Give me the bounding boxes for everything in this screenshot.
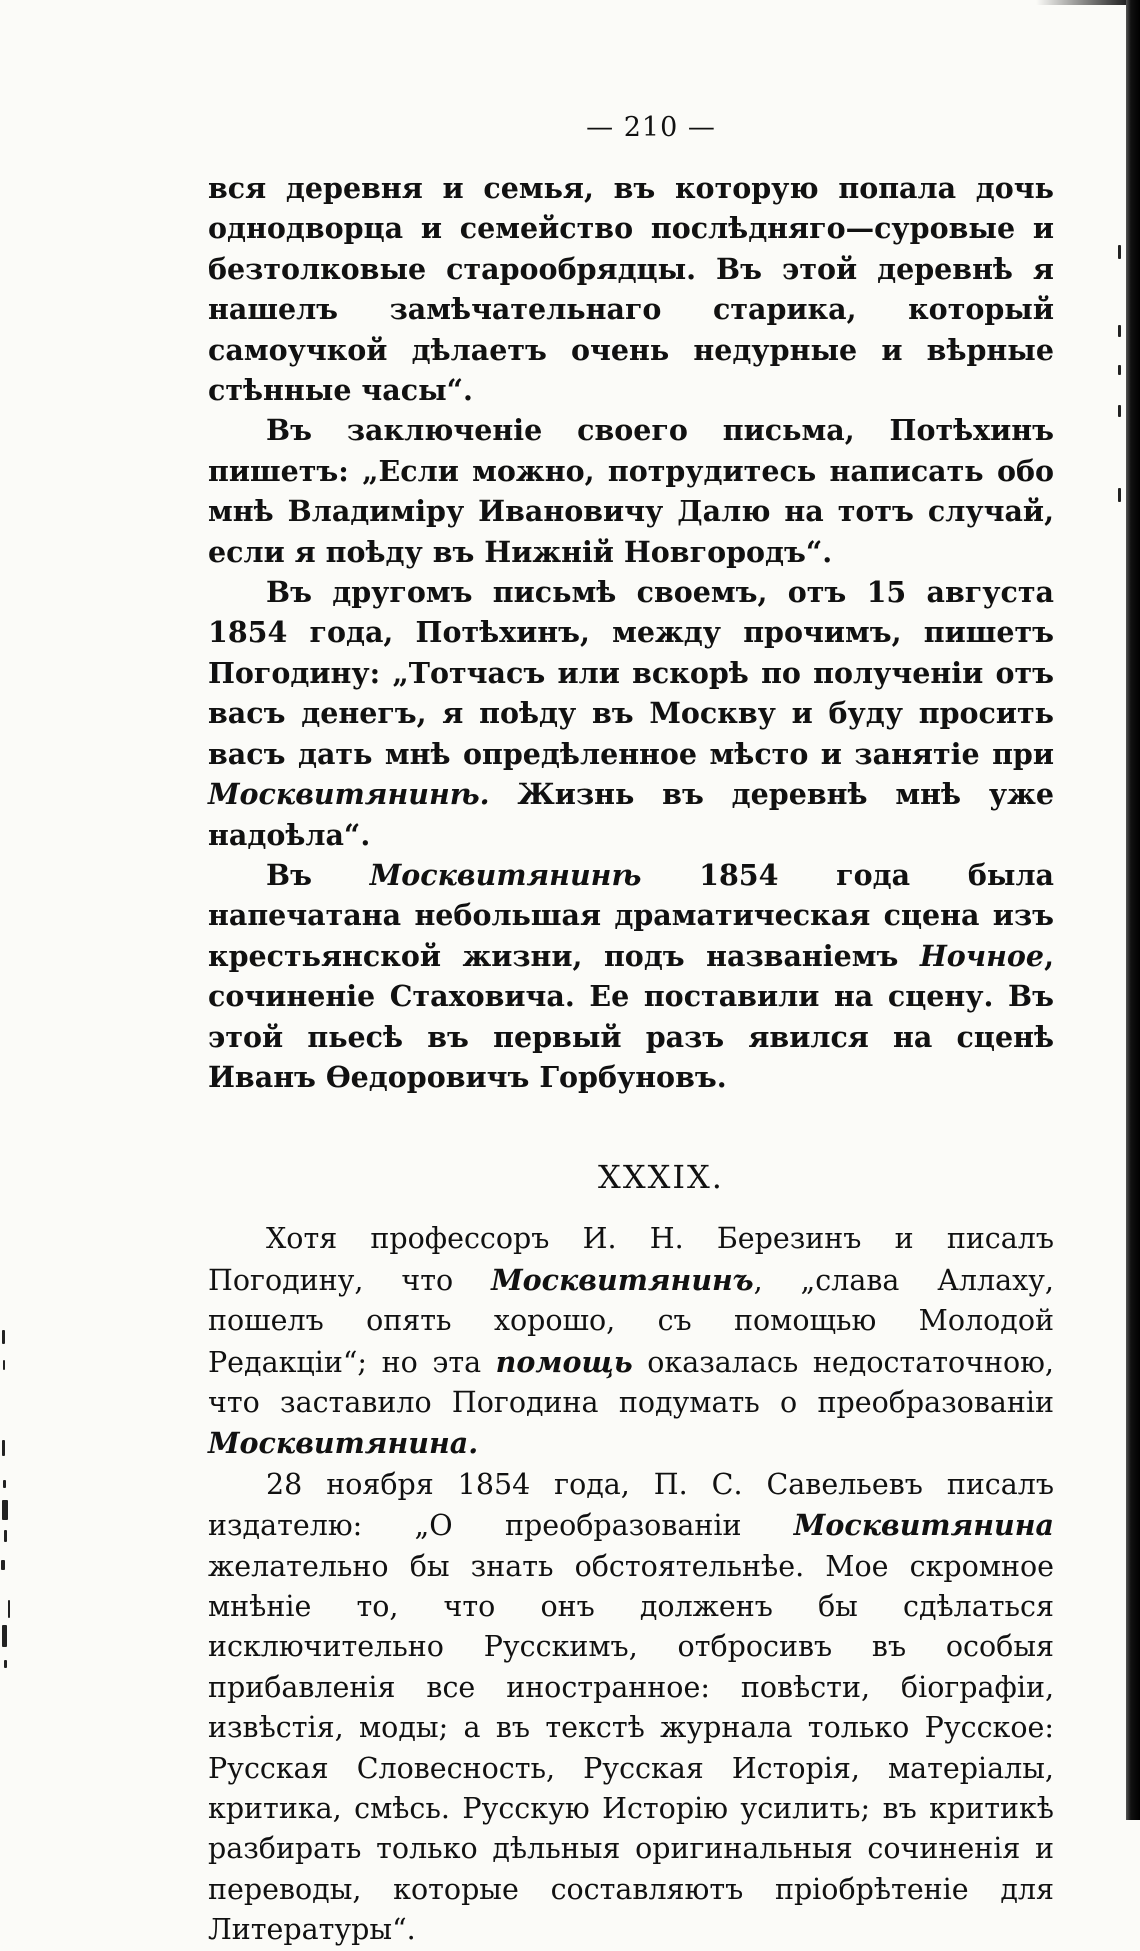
paragraph: вся деревня и семья, въ которую попала дочь однодворца и семейство послѣдняго—суровые и безтолковые старообрядцы. Въ этой деревнѣ я нашелъ замѣчательнаго старика, который самоучкой дѣлаетъ очень недурные и вѣрные стѣнные часы“. — [208, 171, 1054, 408]
paragraph — [208, 855, 1054, 1097]
italic-title: Москвитянина — [793, 1508, 1054, 1543]
text-run: Хотя профессоръ И. Н. Березинъ и писалъ Погодину, что — [208, 1222, 1054, 1297]
scan-speck — [1118, 245, 1121, 259]
section-continuation — [208, 168, 1054, 1097]
page-number: — 210 — — [586, 112, 716, 143]
text-run: Въ другомъ письмѣ своемъ, отъ 15 августа 1854 года, Потѣхинъ, между прочимъ, пишетъ Погодину: „Тотчасъ или вскорѣ по полученіи отъ васъ денегъ, я поѣду въ Москву и буду просить васъ дать мнѣ опредѣленное мѣсто и занятіе при — [208, 575, 1054, 771]
paragraph — [208, 1219, 1054, 1464]
scan-speck — [1118, 325, 1121, 337]
italic-title: Москвитянина. — [208, 1426, 479, 1461]
page-text — [208, 108, 1054, 1951]
text-run: , „слава Аллаху, пошелъ опять хорошо, съ помощью Молодой Редакціи“; но эта — [208, 1263, 1054, 1379]
page-top-shadow — [1036, 0, 1126, 5]
text-run: 28 ноября 1854 года, П. С. Савельевъ писалъ издателю: „О преобразованіи — [208, 1467, 1054, 1543]
italic-title: Москвитянинъ — [491, 1262, 754, 1297]
paragraph — [208, 1465, 1054, 1951]
paragraph: Въ заключеніе своего письма, Потѣхинъ пишетъ: „Если можно, потрудитесь написать обо мнѣ Владиміру Ивановичу Далю на тотъ случай, если я поѣду въ Нижній Новгородъ“. — [208, 413, 1054, 569]
scan-speck — [2, 1440, 5, 1456]
scan-speck — [1118, 365, 1121, 375]
italic-title: Москвитянинѣ — [369, 857, 642, 892]
text-run: , сочиненіе Стаховича. Ее поставили на сцену. Въ этой пьесѣ въ первый разъ явился на сценѣ Иванъ Ѳедоровичъ Горбуновъ. — [208, 938, 1054, 1094]
scan-speck — [4, 1530, 7, 1542]
paragraph — [208, 572, 1054, 855]
italic-title: Ночное — [919, 938, 1045, 973]
scan-speck — [1118, 405, 1121, 417]
text-run: Въ — [266, 857, 370, 892]
section-chapter-39 — [208, 1219, 1054, 1950]
scan-speck — [8, 1600, 10, 1618]
scan-speck — [1, 1560, 5, 1570]
scan-speck — [2, 1330, 5, 1344]
chapter-heading: XXXIX. — [598, 1158, 724, 1197]
scan-speck — [3, 1360, 5, 1370]
scan-speck — [3, 1480, 6, 1488]
text-run: 1854 года была напечатана небольшая драматическая сцена изъ крестьянской жизни, подъ названіемъ — [208, 857, 1054, 973]
italic-word: помощь — [495, 1344, 633, 1379]
italic-title: Москвитянинѣ. — [208, 777, 490, 812]
text-run: Жизнь въ деревнѣ мнѣ уже надоѣла“. — [208, 777, 1054, 852]
scan-speck — [4, 1660, 7, 1668]
page-binding-edge — [1126, 0, 1140, 1820]
scan-speck — [2, 1500, 8, 1520]
text-run: оказалась недостаточною, что заставило Погодина подумать о преобразованіи — [208, 1345, 1054, 1419]
scan-speck — [1118, 488, 1121, 502]
scan-speck — [2, 1625, 7, 1647]
text-run: желательно бы знать обстоятельнѣе. Мое скромное мнѣніе то, что онъ долженъ бы сдѣлаться исключительно Русскимъ, отбросивъ въ особыя прибавленія все иностранное: повѣсти, біографіи, извѣстія, моды; а въ текстѣ журнала только Русское: Русская Словесность, Русская Исторія, матеріалы, критика, смѣсь. Русскую Исторію усилить; въ критикѣ разбирать только дѣльныя оригинальныя сочиненія и переводы, которые составляютъ пріобрѣтеніе для Литературы“. — [208, 1549, 1054, 1947]
